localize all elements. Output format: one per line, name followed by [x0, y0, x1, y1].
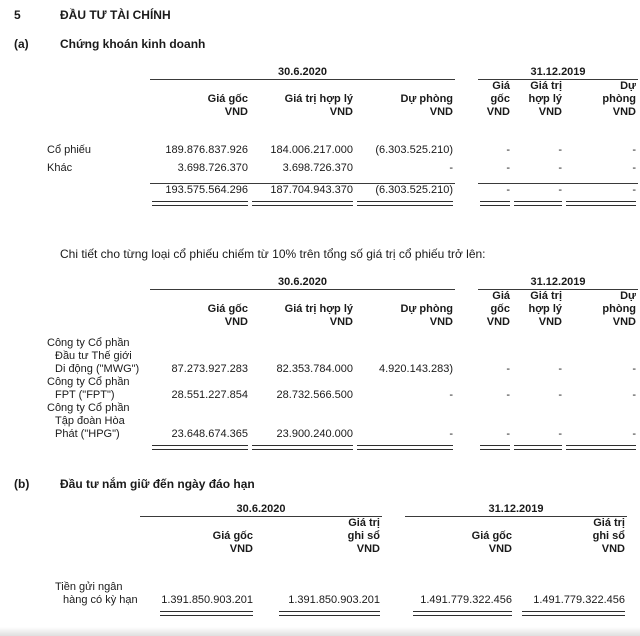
section-heading: [0, 8, 640, 24]
cell-value: 4.920.143.283): [379, 363, 454, 375]
section-title: ĐẦU TƯ TÀI CHÍNH: [60, 8, 171, 22]
cell-value: -: [558, 144, 563, 156]
col-header-goc-2019: gốc: [490, 93, 511, 105]
vnd-label: VND: [488, 543, 512, 555]
vnd-label: VND: [612, 316, 637, 328]
cell-value: -: [449, 162, 454, 174]
table-row-khac: [45, 157, 638, 175]
table-row-fpt: [45, 376, 638, 402]
period-row: [45, 276, 638, 290]
total-value: (6.303.525.210): [355, 184, 455, 198]
row-label: Cổ phiếu: [47, 144, 92, 156]
total-value: -: [478, 184, 512, 198]
cell-value: -: [632, 162, 637, 174]
header-row-vnd: [45, 106, 638, 119]
vnd-label: VND: [486, 316, 511, 328]
vnd-label: VND: [329, 316, 353, 328]
subsection-b-title: Đầu tư nắm giữ đến ngày đáo hạn: [60, 477, 255, 491]
col-header-giagoc: Giá gốc: [471, 530, 512, 542]
detail-note: Chi tiết cho từng loại cổ phiếu chiếm từ 10% trên tổng số giá trị cổ phiếu trở lên:: [60, 247, 486, 261]
cell-value: -: [558, 428, 563, 440]
row-label: Khác: [47, 162, 73, 174]
cell-value: 87.273.927.283: [171, 363, 248, 375]
col-header-hoply-2019: hợp lý: [528, 93, 563, 105]
header-row-1: [45, 517, 627, 531]
period-row: [45, 503, 627, 517]
col-header-giatrihoply-2020: Giá trị hợp lý: [284, 303, 353, 315]
double-rule-row: [45, 607, 627, 616]
company-name-line: Phát ("HPG"): [55, 428, 120, 440]
company-name-line: Công ty Cổ phần: [47, 376, 130, 388]
double-rule-row: [45, 197, 638, 206]
vnd-label: VND: [224, 316, 248, 328]
table-row-co-phieu: [45, 139, 638, 157]
company-name-line: FPT ("FPT"): [55, 389, 115, 401]
col-header-giagoc-2020: Giá gốc: [207, 303, 248, 315]
cell-value: -: [506, 389, 511, 401]
table-row-mwg: [45, 337, 638, 376]
company-name-line: Đầu tư Thế giới: [55, 350, 132, 362]
cell-value: 184.006.217.000: [270, 144, 353, 156]
subsection-a-label: (a): [14, 37, 29, 51]
period-2019-header: 31.12.2019: [405, 503, 627, 517]
period-2019-header: 31.12.2019: [478, 66, 638, 80]
total-value: -: [512, 184, 564, 198]
cell-value: 3.698.726.370: [177, 162, 248, 174]
vnd-label: VND: [486, 106, 511, 118]
row-label-line: hàng có kỳ hạn: [63, 594, 138, 606]
col-header-duphong-2020: Dự phòng: [400, 303, 454, 315]
vnd-label: VND: [356, 543, 380, 555]
col-header-ghiso: ghi sổ: [592, 530, 625, 542]
cell-value: 189.876.837.926: [165, 144, 248, 156]
cell-value: -: [558, 162, 563, 174]
cell-value: -: [506, 363, 511, 375]
period-2020-header: 30.6.2020: [140, 503, 382, 517]
col-header-giatri-2019: Giá trị: [530, 290, 563, 302]
row-label-line: Tiền gửi ngân: [55, 581, 123, 593]
cell-value: -: [449, 389, 454, 401]
col-header-giagoc-2020: Giá gốc: [207, 93, 248, 105]
cell-value: -: [632, 144, 637, 156]
row-label: [45, 581, 140, 607]
header-row-1: [45, 80, 638, 94]
table-row-term-deposit: [45, 581, 627, 607]
header-row-1: [45, 290, 638, 304]
vnd-label: VND: [612, 106, 637, 118]
cell-value: 28.732.566.500: [276, 389, 353, 401]
subsection-b-label: (b): [14, 477, 30, 491]
cell-value: -: [506, 162, 511, 174]
cell-value: 23.900.240.000: [276, 428, 353, 440]
cell-value: -: [449, 428, 454, 440]
col-header-goc-2019: gốc: [490, 303, 511, 315]
subsection-a-heading: [0, 37, 640, 53]
held-to-maturity-table: [45, 503, 627, 616]
company-name-line: Tập đoàn Hòa: [55, 415, 125, 427]
company-name: [45, 376, 150, 402]
subsection-a-title: Chứng khoán kinh doanh: [60, 37, 206, 51]
company-name-line: Công ty Cổ phần: [47, 337, 130, 349]
vnd-label: VND: [429, 106, 454, 118]
company-name-line: Công ty Cổ phần: [47, 402, 130, 414]
header-row-2: [45, 303, 638, 316]
period-2020-header: 30.6.2020: [150, 66, 455, 80]
total-value: 187.704.943.370: [250, 184, 355, 198]
vnd-label: VND: [538, 316, 563, 328]
total-value: 193.575.564.296: [150, 184, 250, 198]
col-header-gia-2019: Giá: [492, 80, 511, 92]
col-header-du-2019: Dự: [620, 80, 637, 92]
company-name: [45, 337, 150, 376]
col-header-du-2019: Dự: [620, 290, 637, 302]
col-header-giatri: Giá trị: [593, 517, 625, 529]
cell-value: -: [632, 363, 637, 375]
cell-value: 3.698.726.370: [282, 162, 353, 174]
cell-value: -: [558, 363, 563, 375]
cell-value: 28.551.227.854: [171, 389, 248, 401]
col-header-duphong-2020: Dự phòng: [400, 93, 454, 105]
col-header-giatrihoply-2020: Giá trị hợp lý: [284, 93, 353, 105]
cell-value: (6.303.525.210): [375, 144, 454, 156]
vnd-label: VND: [601, 543, 625, 555]
table-row-hpg: [45, 402, 638, 441]
vnd-label: VND: [429, 316, 454, 328]
double-rule-row: [45, 441, 638, 450]
page-bottom-shade: [0, 627, 640, 636]
cell-value: -: [632, 428, 637, 440]
header-row-2: [45, 93, 638, 106]
col-header-ghiso: ghi sổ: [347, 530, 380, 542]
cell-value: 23.648.674.365: [171, 428, 248, 440]
stock-detail-table: [45, 276, 638, 450]
period-row: [45, 66, 638, 80]
cell-value: 1.491.779.322.456: [420, 594, 512, 606]
col-header-giatri-2019: Giá trị: [530, 80, 563, 92]
col-header-giagoc: Giá gốc: [212, 530, 253, 542]
cell-value: 1.491.779.322.456: [533, 594, 625, 606]
cell-value: 1.391.850.903.201: [288, 594, 380, 606]
header-row-vnd: [45, 543, 627, 556]
header-row-2: [45, 530, 627, 543]
period-2020-header: 30.6.2020: [150, 276, 455, 290]
cell-value: -: [632, 389, 637, 401]
cell-value: 82.353.784.000: [276, 363, 353, 375]
cell-value: -: [558, 389, 563, 401]
company-name: [45, 402, 150, 441]
col-header-gia-2019: Giá: [492, 290, 511, 302]
section-number: 5: [14, 8, 21, 22]
cell-value: -: [506, 428, 511, 440]
col-header-giatri: Giá trị: [348, 517, 380, 529]
col-header-phong-2019: phòng: [602, 93, 637, 105]
vnd-label: VND: [229, 543, 253, 555]
cell-value: -: [506, 144, 511, 156]
header-row-vnd: [45, 316, 638, 329]
cell-value: 1.391.850.903.201: [161, 594, 253, 606]
col-header-hoply-2019: hợp lý: [528, 303, 563, 315]
period-2019-header: 31.12.2019: [478, 276, 638, 290]
vnd-label: VND: [329, 106, 353, 118]
company-name-line: Di động ("MWG"): [55, 363, 140, 375]
vnd-label: VND: [224, 106, 248, 118]
subsection-b-heading: [0, 477, 640, 493]
table-row-total: [45, 184, 638, 198]
total-value: -: [564, 184, 638, 198]
col-header-phong-2019: phòng: [602, 303, 637, 315]
trading-securities-table: [45, 66, 638, 206]
vnd-label: VND: [538, 106, 563, 118]
